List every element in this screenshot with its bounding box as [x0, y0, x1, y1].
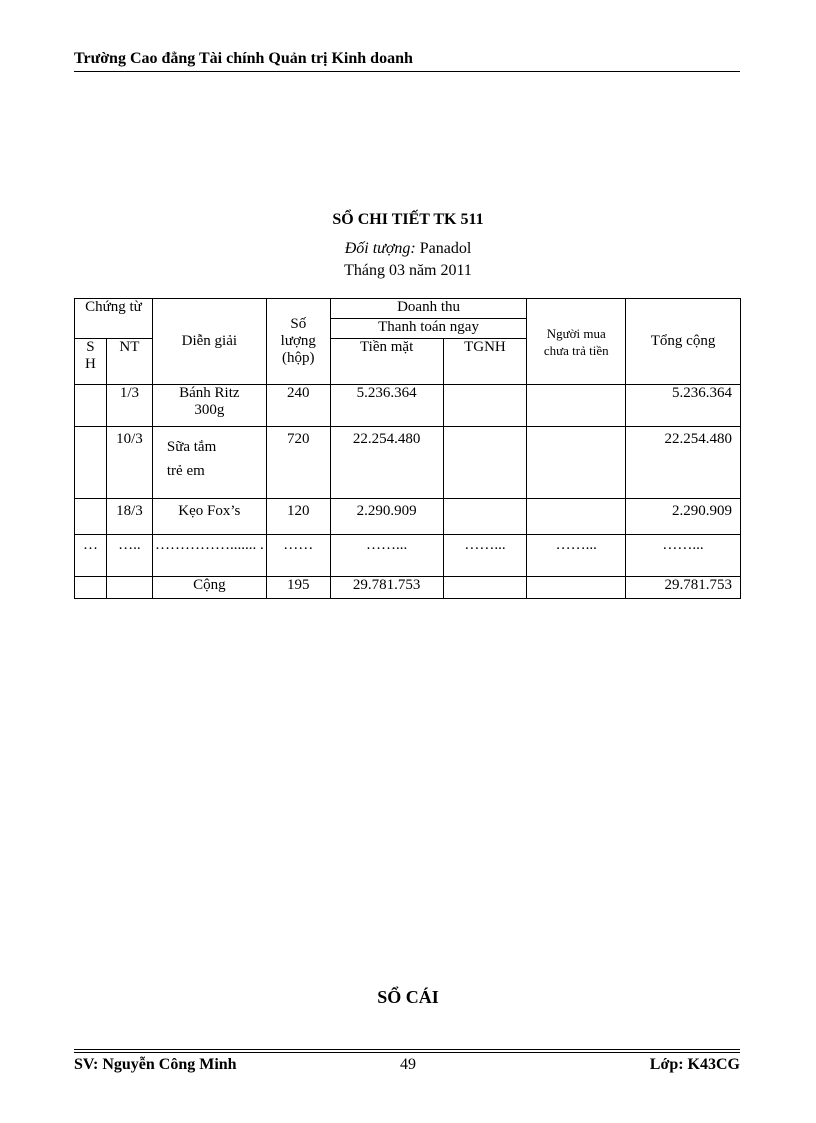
total-label: Cộng — [152, 577, 266, 599]
header-thanh-toan-ngay: Thanh toán ngay — [330, 319, 527, 339]
header-dien-giai: Diễn giải — [152, 299, 266, 385]
cell-empty — [443, 577, 527, 599]
cell-dien-giai: Bánh Ritz 300g — [152, 385, 266, 427]
section-title: SỔ CÁI — [377, 987, 439, 1007]
table-row — [75, 499, 741, 535]
cell-so-luong: 240 — [266, 385, 330, 427]
cell-tien-mat: 22.254.480 — [330, 427, 443, 499]
dien-giai-line-1: Sữa tắm — [166, 439, 217, 455]
cell-dien-giai — [152, 427, 266, 499]
header-tong-cong: Tổng cộng — [626, 299, 741, 385]
cell-nt: 18/3 — [106, 499, 152, 535]
cell-so-luong: 720 — [266, 427, 330, 499]
cell-sh — [75, 427, 107, 499]
cell-nguoi-mua: ……... — [527, 535, 626, 577]
cell-tong-cong: ……... — [626, 535, 741, 577]
cell-dien-giai: Kẹo Fox’s — [152, 499, 266, 535]
table-row — [75, 427, 741, 499]
cell-tgnh — [443, 385, 527, 427]
page-header: Trường Cao đẳng Tài chính Quản trị Kinh doanh — [74, 50, 413, 67]
cell-nt: ….. — [106, 535, 152, 577]
ledger-title: SỔ CHI TIẾT TK 511 — [332, 211, 484, 228]
header-tgnh: TGNH — [443, 339, 527, 385]
total-row — [75, 577, 741, 599]
object-value: Panadol — [415, 240, 472, 257]
cell-empty — [75, 577, 107, 599]
header-chung-tu: Chứng từ — [75, 299, 153, 339]
table-row — [75, 535, 741, 577]
total-tien-mat: 29.781.753 — [330, 577, 443, 599]
header-rule — [74, 71, 740, 72]
header-so-luong: Số lượng (hộp) — [266, 299, 330, 385]
header-tien-mat: Tiền mặt — [330, 339, 443, 385]
cell-tong-cong: 22.254.480 — [626, 427, 741, 499]
cell-empty — [527, 577, 626, 599]
footer-class: Lớp: K43CG — [649, 1056, 740, 1073]
ledger-object — [0, 240, 816, 258]
header-doanh-thu: Doanh thu — [330, 299, 527, 319]
cell-tien-mat: 2.290.909 — [330, 499, 443, 535]
total-so-luong: 195 — [266, 577, 330, 599]
total-tong-cong: 29.781.753 — [626, 577, 741, 599]
cell-tgnh — [443, 427, 527, 499]
ledger-period: Tháng 03 năm 2011 — [344, 262, 472, 279]
cell-nt: 10/3 — [106, 427, 152, 499]
header-sh: S H — [75, 339, 107, 385]
cell-empty — [106, 577, 152, 599]
cell-tien-mat: 5.236.364 — [330, 385, 443, 427]
cell-so-luong: …… — [266, 535, 330, 577]
cell-tgnh — [443, 499, 527, 535]
header-nt: NT — [106, 339, 152, 385]
cell-tong-cong: 5.236.364 — [626, 385, 741, 427]
cell-sh — [75, 385, 107, 427]
header-nguoi-mua: Người mua chưa trả tiền — [527, 299, 626, 385]
cell-dien-giai: ……………....... . — [152, 535, 266, 577]
cell-nguoi-mua — [527, 427, 626, 499]
footer-rule — [74, 1049, 740, 1050]
cell-sh: … — [75, 535, 107, 577]
cell-nt: 1/3 — [106, 385, 152, 427]
cell-nguoi-mua — [527, 385, 626, 427]
ledger-table — [74, 298, 741, 599]
dien-giai-line-2: trẻ em — [166, 463, 205, 479]
table-row — [75, 385, 741, 427]
cell-tien-mat: ……... — [330, 535, 443, 577]
object-label: Đối tượng: — [344, 240, 416, 257]
footer-rule — [74, 1052, 740, 1053]
footer-student: SV: Nguyễn Công Minh — [74, 1056, 237, 1073]
cell-sh — [75, 499, 107, 535]
cell-so-luong: 120 — [266, 499, 330, 535]
page-number: 49 — [400, 1056, 416, 1073]
cell-tong-cong: 2.290.909 — [626, 499, 741, 535]
cell-nguoi-mua — [527, 499, 626, 535]
cell-tgnh: ……... — [443, 535, 527, 577]
